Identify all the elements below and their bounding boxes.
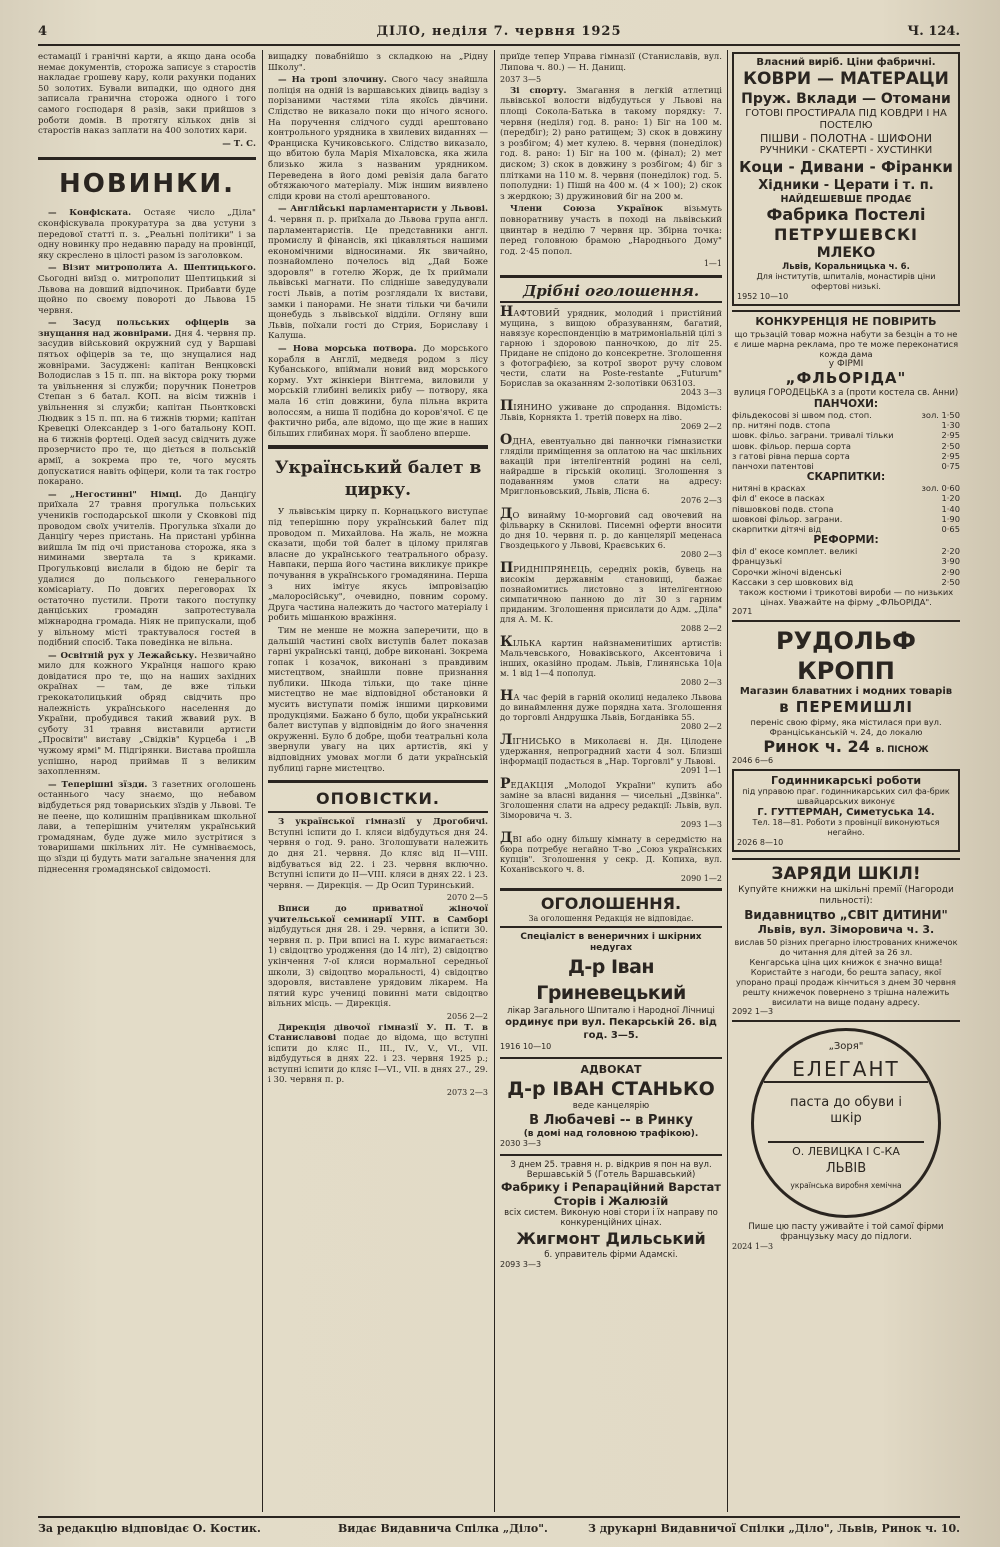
footer-publisher: Видає Видавнича Спілка „Діло". xyxy=(338,1522,548,1535)
classified-initial: Н xyxy=(500,687,514,704)
ads-title: ОГОЛОШЕННЯ. xyxy=(540,893,682,913)
classified-initial: О xyxy=(500,431,513,448)
ballet-paragraph: Тим не менше не можна заперечити, що в дальшій частині своїх виступів балет показав гарні українські танці, добре виконані. Зокрема гопак і козачок, виконані з правдивим мистецтвом, знайшли повне признання публики. Шкода тільки, що таке цінне мистецтво не має відповідної обстановки й мусить виступати поміж іншими цирковими продукціями. Бажано б було, щоби український балет виступав у відповіднім до його значення окруженні. Було б добре, щоби театральні кола звернули увагу на цих артистів, які у відповідних умовах могли б дати українській публиці гарне мистецтво. xyxy=(268,625,488,774)
ad-code: 2090 1—2 xyxy=(680,873,722,883)
column-3 xyxy=(500,52,722,1512)
issue-number: Ч. 124. xyxy=(907,24,960,39)
news-item xyxy=(38,490,256,649)
classified-ad xyxy=(500,775,722,830)
news-item-title: Вписи до приватної жіночої учительської семинарії УПТ. в Самборі xyxy=(268,903,488,925)
watchmaker-line: Тел. 18—81. Роботи з провінції виконуються негайно. xyxy=(752,818,940,838)
factory-line: З днем 25. травня н. р. відкрив я пон на вул. Вершавській 5 (Готель Варшавський) xyxy=(510,1159,712,1180)
doctor-name: Д-р Іван Гриневецький xyxy=(536,956,686,1005)
news-item xyxy=(268,204,488,342)
lawyer-line: веде канцелярію xyxy=(572,1101,650,1112)
news-item-text: Дня 4. червня пр. засудив військовий окружний суд у Варшаві пятьох офіцерів за те, що знущалися над жовнірами. Засуджені: капітан Венцковскі Володислав з 15 п. пп. на віктора року тюрми та увільнення зі служби; поручник Понетров Степан з 6 батал. КОП. на вісім тижнів і увільнення зі служби; капітан Пьонтковскі Людвик з 15 п. пп. на 6 тижнів тюрми; капітан Кревецкі Олександер з 1-ого батальону КОП. на 6 тижнів фортеці. Одей засуд свідчить дуже прозерчисто про те, що діється в польській армії, а зокрема про те, чого мусять допускатися навіть офіцери, коли та так гостро покарано. xyxy=(38,328,256,488)
ad-code: 2070 2—5 xyxy=(446,893,488,903)
price-row xyxy=(732,524,960,534)
price-item: панчохи патентові xyxy=(732,461,814,472)
hosiery-footer: також костюми і трикотові вироби — по низьких цінах. Уважайте на фірму „ФЛЬОРІДА". xyxy=(738,587,954,608)
classified-ad xyxy=(500,731,722,776)
column-1 xyxy=(38,52,256,1512)
price-row xyxy=(732,504,960,514)
news-item xyxy=(38,208,256,261)
lawyer-ad xyxy=(500,1063,722,1156)
news-item-text: Сьогодні виїзд о. митрополит Шептицький зі Львова на довший відпочинок. Прибавти буде щойно по своєму поворотi до Львова 15 червня. xyxy=(38,273,256,316)
classified-ad xyxy=(500,559,722,634)
bedding-line: Фабрика Постелі xyxy=(766,205,926,224)
classified-text: ІГНИСЬКО в Миколаєві н. Дн. Цілодене удержання, непроградний хасти 4 зол. Близші інформації подасться в „Нар. Торговлі" у Львові. xyxy=(500,735,722,766)
price-value: 2·50 xyxy=(941,440,960,451)
price-value: 2·95 xyxy=(941,430,960,441)
news-item-title: — Теперішні зїзди. xyxy=(48,779,148,790)
news-item xyxy=(500,204,722,257)
kropp-address-row xyxy=(732,737,960,756)
footer-rule xyxy=(38,1516,960,1518)
column-divider xyxy=(727,50,728,1512)
classified-text: ЕДАКЦІЯ „Молодої України" купить або заміне за власні видання — чисельні „Дзвінка". Зголошення слати на адресу редакції: Львів, вул. Зіморовича ч. 3. xyxy=(500,779,722,820)
factory-owner: Жигмонт Дильський xyxy=(516,1228,706,1248)
polish-seal-logo xyxy=(751,1028,941,1218)
classified-initial: П xyxy=(500,559,514,576)
news-list xyxy=(500,86,722,270)
hosiery-text: що трьзацій товар можна набути за безцін а то не є лише марна реклама, про те може переконатися кожда дама xyxy=(733,329,959,359)
price-item: філ d' екосе комплет. великі xyxy=(732,546,858,557)
section-rule xyxy=(500,275,722,278)
price-value: 1·90 xyxy=(941,513,960,524)
price-row xyxy=(732,567,960,577)
bedding-line: Хідники - Церати і т. п. xyxy=(758,178,934,193)
classified-initial: Л xyxy=(500,731,513,748)
classified-initial: Д xyxy=(500,829,513,846)
price-item: філ d' екосе в пасках xyxy=(732,493,825,504)
notices-title: ОПОВІСТКИ. xyxy=(268,787,488,813)
ad-code: 2093 3—3 xyxy=(500,1260,542,1270)
ad-code: 2026 8—10 xyxy=(737,838,784,848)
lawyer-title: АДВОКАТ xyxy=(580,1063,642,1077)
hosiery-title: КОНКУРЕНЦІЯ НЕ ПОВІРИТЬ xyxy=(755,315,937,328)
price-item: пр. нитяні подв. стопа xyxy=(732,420,831,431)
ad-code: 2091 1—1 xyxy=(680,765,722,775)
page-marker: 4 xyxy=(38,24,48,39)
doctor-ad xyxy=(500,932,722,1059)
classified-ad xyxy=(500,687,722,732)
hosiery-section: СКАРПИТКИ: xyxy=(806,471,886,484)
price-item: шовк. фільор. перша сорта xyxy=(732,440,851,451)
ads-note: За оголошення Редакція не відповідає. xyxy=(500,914,722,929)
bedding-line: Пруж. Вклади — Отомани xyxy=(741,91,951,107)
price-item: скарпитки дітячі від xyxy=(732,524,822,535)
news-item-text: Вступні іспити до І. кляси відбудуться дня 24. червня о год. 9. рано. Зголошувати належить до дня 21. червня. До кляс від II—VIII. відбуваться від 22. і 23. червня включно. Вступні іспити до II—VIII. кляси в днях 22. і 23. червня. — Дирекція. — Др Осип Туринський. xyxy=(268,827,488,891)
news-item-text: 4. червня п. р. приїхала до Львова група англ. парламентаристів. Це представники англ. промислу й фінансів, які цікавляться нашими економічними відносинами. Як звичайно, познайомлено почелось від „Дай Боже здоровля" в готелю Жорж, де їх приймали львівські магнати. По слідніше заведудували гості Львів, а потім розглядали їх вистави, замки і панорами. Не знати тільки чи бачили щонебудь з львівської відділи. Огляну вши Львів, поїхали гості до Стрия, Бориславу і Калуша. xyxy=(268,214,488,342)
classified-initial: Р xyxy=(500,775,511,792)
bedding-ad xyxy=(732,52,960,306)
col3-top-text: приїде тепер Управа гімназії (Станиславів, вул. Липова ч. 80.) — Н. Данищ. xyxy=(500,52,722,73)
classified-text: ІЛЬКА картин найзнаменитіших артистів: Мальчевського, Новаківського, Аксентовича і інших, оказійно продам. Львів, Глинянська 10|а м. 1 від 1—4 пополуд. xyxy=(500,637,722,678)
price-item: півшовкові подв. стопа xyxy=(732,503,834,514)
polish-city: ЛЬВІВ xyxy=(825,1161,867,1177)
price-row xyxy=(732,493,960,503)
ad-code: 1916 10—10 xyxy=(500,1042,552,1052)
price-value: 1·30 xyxy=(941,420,960,431)
price-item: Сорочки жіночі віденські xyxy=(732,566,842,577)
watchmaker-title: Годинникарські роботи xyxy=(770,774,922,788)
section-rule xyxy=(38,157,256,160)
price-row xyxy=(732,514,960,524)
news-item xyxy=(268,904,488,1010)
classified-ad xyxy=(500,505,722,560)
ad-code: 1—1 xyxy=(703,259,722,269)
price-row xyxy=(732,546,960,556)
news-item-title: З української гімназії у Дрогобичі. xyxy=(278,817,488,828)
column-divider xyxy=(262,50,263,1512)
price-value: 1·20 xyxy=(941,493,960,504)
bedding-top: Власний виріб. Ціни фабричні. xyxy=(756,57,936,68)
column-divider xyxy=(494,50,495,1512)
factory-headline: Фабрику і Репараційний Варстат Сторів і Жалюзій xyxy=(501,1179,721,1208)
news-item-title: — Конфіската. xyxy=(48,208,132,219)
news-item-title: — Візит митрополита А. Шептицького. xyxy=(48,263,256,274)
footer-editor: За редакцію відповідає О. Костик. xyxy=(38,1522,261,1535)
news-item-text: подає до відома, що вступні іспити до кляс II., III., IV., V., VI., VII. відбудуться в днях 22. і 23. червня 1925 р.; вступні іспити до кляс I—VI., VII. в днях 27., 29. і 30. червня п. р. xyxy=(268,1033,488,1086)
kropp-address-note: в. ПІСНОЖ xyxy=(875,745,929,756)
news-list xyxy=(268,75,488,439)
classified-list xyxy=(500,303,722,884)
news-item xyxy=(500,86,722,203)
page-footer xyxy=(38,1522,960,1540)
books-line: Користайте з нагоди, бо решта запасу, якої упорано праці продаж кінчиться з днем 30 червня решту книжечок повернено з трішна належить висилати на вище подану адресу. xyxy=(736,967,956,1008)
news-item-title: Зі спорту. xyxy=(510,85,567,96)
section-rule xyxy=(500,888,722,891)
books-line: Кенгарська ціна цих книжок є значно вища! xyxy=(749,957,943,968)
price-row xyxy=(732,430,960,440)
price-value: зол. 1·50 xyxy=(921,410,960,420)
news-item-title: — На тропі злочину. xyxy=(278,75,387,86)
hosiery-firm-pre: у ФІРМІ xyxy=(828,359,864,369)
lawyer-address: (в домі над головною трафікою). xyxy=(523,1128,699,1139)
news-item xyxy=(38,780,256,875)
news-item-text: візьмуть повноратниву участь в поході на львівський цвинтар в неділю 7 червня цр. Збірна точка: перед головною брамою „Народнього Дому" год. 2·45 попол. xyxy=(500,204,722,257)
ad-code: 2076 2—3 xyxy=(680,495,722,505)
bedding-address: Львів, Коральницька ч. 6. xyxy=(782,262,910,272)
column-4 xyxy=(732,52,960,1512)
ad-code: 2093 1—3 xyxy=(680,819,722,829)
bedding-line: КОВРИ — МАТЕРАЦИ xyxy=(743,69,949,89)
price-row xyxy=(732,410,960,420)
hosiery-firm: „ФЛЬОРІДА" xyxy=(785,369,907,387)
news-item-text: відбудуться дня 28. і 29. червня, а іспити 30. червня п. р. При вписі на І. курс вимагається: 1) свідоцтво уродження (до 14 літ), 2) свідоцтво укінчення 7-ої кляси нормальної середньої школи, 3) свідоцтво моральності, 4) свідоцтво здоровля, виставлене урядовим лікарем. На пятий курс учениці повинні мати свідоцтво вільних місць. — Дирекція. xyxy=(268,925,488,1010)
price-item: шовк. фільо. заграни. тривалі тільки xyxy=(732,430,894,441)
doctor-position: лікар Загального Шпиталю і Народної Лічниці xyxy=(507,1006,715,1017)
price-item: шовкові фільор. заграни. xyxy=(732,513,843,524)
section-rule xyxy=(268,445,488,449)
ad-code: 2043 3—3 xyxy=(680,387,722,397)
ad-code: 2030 3—3 xyxy=(500,1139,542,1149)
factory-line: б. управитель фірми Адамскі. xyxy=(544,1249,678,1260)
news-item-text: До Данціґу приїхала 27 травня прогулька польських учеників господарської школи у Сковкові під проводом своїх учителів. Прогулька зїхали до Данціґу через пристань. На пристані урбінна вийшла їм під очі пристанова сторожа, яка з ниминами звертала та з криками. Прогульковці вислали в бідою не беріг та удалися до польського генерального комісаріату. По довгих переговорах їх остаточно пустили. Проти такого поступку данціських громадян запротестувала міжнародна громада. Ніяк не припускали, щоб у вільному місті трактувалося гостей в подібний спосіб. Така поведінка не вільна. xyxy=(38,489,256,649)
bedding-owner: МЛЕКО xyxy=(816,245,876,261)
lawyer-name: Д-р ІВАН СТАНЬКО xyxy=(507,1078,715,1101)
small-ads-title: Дрібні оголошення. xyxy=(500,281,722,303)
classified-ad xyxy=(500,431,722,506)
books-ad xyxy=(732,858,960,1016)
books-line: Купуйте книжки на шкільні премії (Нагороди пильності): xyxy=(738,885,954,907)
price-value: 0·75 xyxy=(941,461,960,472)
hosiery-section: ПАНЧОХИ: xyxy=(813,398,879,410)
news-item-title: — Англійські парламентаристи у Львові. xyxy=(278,204,488,215)
price-item: нитяні в красках xyxy=(732,483,806,494)
news-item-title: — Нова морська потвора. xyxy=(278,344,417,355)
ad-code: 2080 2—2 xyxy=(680,721,722,731)
kropp-address: Ринок ч. 24 xyxy=(763,737,870,757)
news-item-title: Дирекція дівочої гімназії У. П. Т. в Станиславові xyxy=(268,1022,488,1044)
classified-text: РИДНІПРЯНЕЦЬ, середніх років, бувець на високім державнім становищі, бажає познайомитись листовно з інтелігентною симпатичною панною до літ 30 з гарним приданим. Зголошення присилати до Адм. „Діла" для А. М. К. xyxy=(500,563,722,624)
bedding-line: ГОТОВІ ПРОСТИРАЛА ПІД КОВДРИ І НА ПОСТЕЛЮ xyxy=(745,108,947,131)
ballet-title: Український балет в цирку. xyxy=(274,458,482,501)
notices-list xyxy=(268,817,488,1098)
price-row xyxy=(732,461,960,471)
bedding-line: ПІШВИ - ПОЛОТНА - ШИФОНИ xyxy=(760,132,932,145)
price-item: Кассаки з сер шовкових від xyxy=(732,576,854,587)
news-item xyxy=(268,75,488,202)
bedding-note: Для інститутів, шпиталів, монастирів ціни офертові низькі. xyxy=(756,272,936,291)
polish-note: Пише цю пасту уживайте і той самої фірми французьку масу до підлоги. xyxy=(748,1222,944,1243)
polish-product: паста до обуви і шкір xyxy=(790,1095,902,1127)
books-title: ЗАРЯДИ ШКІЛ! xyxy=(771,864,921,885)
classified-initial: П xyxy=(500,397,514,414)
price-row xyxy=(732,483,960,493)
kropp-name: РУДОЛЬФ КРОПП xyxy=(776,627,916,686)
news-item-text: Свого часу знайшла поліція на одній із варшавських дівиць вадізу з порізаними частями тіла якоїсь дівчини. Слідство не виказало поки що нічого ясного. На поручення слідчого судді арештовано контрольного урядника в хвилевих виданнях — Франциска Кучиковського. Слідство виказало, що вбитою була Марія Міхаловска, яка жила близько жила з названим урядником. Переведена в його домі ревізія дала багато обтяжаючого матеріалу. Між іншим виявлено сліди крови на столі арештованого. xyxy=(268,75,488,202)
section-rule xyxy=(268,780,488,783)
kropp-ad xyxy=(732,620,960,765)
books-line: вислав 50 різних прегарно ілюстрованих книжечок до читання для дітей за 26 зл. xyxy=(734,937,958,958)
news-item-title: — Освітній рух у Лежайську. xyxy=(48,650,198,661)
polish-bottom: українська виробня хемічна xyxy=(790,1181,902,1191)
ad-code: 2037 3—5 xyxy=(500,75,542,85)
ad-code: 1952 10—10 xyxy=(737,292,789,301)
classified-text: ІЯНИНО уживане до спродання. Відомість: Львів, Корнякта 1. третій поверх на ліво. xyxy=(500,401,722,422)
doctor-hours: ординує при вул. Пекарській 26. від год. 3—5. xyxy=(505,1017,717,1042)
news-item-title: Члени Союза Українок xyxy=(510,204,663,215)
footer-printer: З друкарні Видавничої Спілки „Діло", Львів, Ринок ч. 10. xyxy=(587,1522,960,1535)
ballet-paragraph: У львівськім цирку п. Корнацького виступає під теперішню пору український балет під проводом п. Михайлова. На жаль, не можна сказати, щоби той балет в цілому прилягав власне до українського театрального образу. Навпаки, перша його частина викликує прикре почування в українського громадянина. Перша з них імітує якусь імпровізацію „малоросійську", очевидно, повним сорому. Друга частина належить до частого матеріалу і робить мішанкою вражіння. xyxy=(268,507,488,624)
kropp-line: переніс свою фірму, яка містилася при вул. Франціськанській ч. 24, до локалю xyxy=(750,717,942,738)
bedding-line: НАЙДЕШЕВШЕ ПРОДАЄ xyxy=(780,194,912,205)
column-2 xyxy=(268,52,488,1512)
news-item-text: Незвичайно мило для кожного Українця нашого краю довідатися про те, що на наших західних окраїнах — там, де вже тільки грекокатолицький обряд свідчить про належність українського населення до України, пробудився такий жвавий рух. В суботу 31 травня виставили артисти „Просвіти" виставу „Свідків" Курцеба і „В чужому ярмі" М. Підгірянки. Вистава пройшла успішно, народ приймав її з великим захопленням. xyxy=(38,650,256,778)
classified-initial: Д xyxy=(500,505,513,522)
price-list xyxy=(732,546,960,587)
header-rule xyxy=(38,44,960,46)
kropp-line: Магазин блаватних і модних товарів xyxy=(739,686,953,698)
price-value: зол. 0·60 xyxy=(921,483,960,494)
ad-code: 2073 2—3 xyxy=(446,1088,488,1098)
classified-text: А час ферій в гарній околиці недалеко Львова до винаймлення дуже порядна хата. Зголошення до торговлі Андрушка Львів, Богданівка 55. xyxy=(500,691,722,722)
news-item xyxy=(268,344,488,439)
watchmaker-line: під управою праг. годинникарських сил фа-брик швайцарських виконує xyxy=(742,787,950,807)
ad-code: 2069 2—2 xyxy=(680,421,722,431)
classified-ad xyxy=(500,829,722,884)
intro-text: естамації і гранічні карти, а якщо дана особа немає документів, сторожа записує з старостів накладає грошеву кару, коли рахунки поданих 50 золотих. Бували випадки, що одного дня записала гранична сторожа одного і того самого господаря 8 разів, заки прийшов з роботи домів. В протягу кількох днів зі старостів наказ заплати на 400 золотих кари. xyxy=(38,52,256,137)
ad-code: 2056 2—2 xyxy=(446,1011,488,1021)
ad-code: 2046 6—6 xyxy=(732,756,774,766)
news-item-text: З газетних оголошень останнього часу знаємо, що небавом відбудеться ряд товариських зїздів у Львові. Те не пеене, що колишнім працівникам школьної лави, а теперішнім учителям український громадянам, буде дуже мило зустрітися з товаришами шкільних літ. Не сумніваємось, що зїзди ці будуть мати загальне значення для піднесення громадянської свідомості. xyxy=(38,779,256,875)
price-row xyxy=(732,441,960,451)
price-item: з гатові рівна перша сорта xyxy=(732,450,850,461)
classified-initial: К xyxy=(500,633,513,650)
hosiery-ad xyxy=(732,310,960,616)
price-item: фільдекосові зі швом под. стоп. xyxy=(732,410,872,420)
shoe-polish-ad xyxy=(732,1020,960,1251)
news-item-title: — Засуд польських офіцерів за знущання над жовнірами. xyxy=(38,318,256,339)
section-title-novynky: НОВИНКИ. xyxy=(58,169,236,200)
ad-code: 2024 1—3 xyxy=(732,1242,774,1252)
bedding-line: Коци - Дивани - Фіранки xyxy=(739,158,953,176)
price-item: французькі xyxy=(732,556,783,567)
price-list xyxy=(732,410,960,471)
price-value: 2·20 xyxy=(941,546,960,557)
news-item-text: Змагання в легкій атлетиці львівської волости відбудуться у Львові на площі Сокола-Батька в такому порядку: 7. червня (неділя) год. 8. рано: 1) Біг на 100 м. (передбіг); 2) рано ратищем; 3) скок в довжину з розбігом; 4) мет кулею. 8. червня (понеділок) год. 8. рано: 1) Біг на 100 м. (фінал); 2) мет диском; 3) скок в довжину з розбігом; 4) біг з плітками на 110 м. 8. червня (понеділок) год. 5. пополудни: 1) Пішй на 400 м. (4 × 100); 2) скок з жердкою; 3) дружиновий біг на 200 м. xyxy=(500,85,722,202)
books-publisher: Видавництво „СВІТ ДИТИНИ" xyxy=(744,908,948,923)
news-list xyxy=(38,208,256,875)
price-row xyxy=(732,420,960,430)
masthead: ДІЛО, неділя 7. червня 1925 xyxy=(376,24,622,39)
ad-code: 2088 2—2 xyxy=(680,623,722,633)
classified-text: ВІ або одну більшу кімнату в середмістю на бюра потребує негайно Т-во „Союз українських купців". Зголошення у секр. Д. Копиха, вул. Коханівського ч. 8. xyxy=(500,833,722,874)
news-item-title: — „Негостинні" Німці. xyxy=(48,489,182,500)
news-item xyxy=(268,1023,488,1087)
price-value: 2·50 xyxy=(941,576,960,587)
classified-text: ДНА, евентуально дві панночки гімназистки гляділи приміщення за оплатою на час шкільних вакацій при інтелігентній родині на селі, найрадше в гірській околиці. Зголошення з подаванням умов слати на адресу: Мриглоньовський, Львів, Лісна 6. xyxy=(500,435,722,496)
bedding-owner: ПЕТРУШЕВСКІ xyxy=(774,225,918,244)
polish-brand: ЕЛЕГАНТ xyxy=(764,1057,928,1083)
price-row xyxy=(732,577,960,587)
intro-signature: — Т. С. xyxy=(222,138,256,149)
classified-ad xyxy=(500,397,722,432)
price-value: 2·90 xyxy=(941,566,960,577)
price-value: 1·40 xyxy=(941,503,960,514)
classified-text: О винайму 10-морговий сад овочевий на фільварку в Скнилові. Писемні оферти вносити до дня 10. червня п. р. до канцелярії меценаса Гвоздецького у Львові, Краєвських 6. xyxy=(500,509,722,550)
price-value: 0·65 xyxy=(941,524,960,535)
polish-maker: О. ЛЕВИЦКА І С-КА xyxy=(768,1141,924,1158)
price-row xyxy=(732,556,960,566)
lawyer-location: В Любачеві -- в Ринку xyxy=(529,1112,693,1128)
books-address: Львів, вул. Зіморовича ч. 3. xyxy=(757,923,935,937)
hosiery-section: РЕФОРМИ: xyxy=(813,534,879,547)
ad-code: 2092 1—3 xyxy=(732,1007,774,1017)
news-item xyxy=(268,817,488,891)
classified-initial: Н xyxy=(500,303,514,320)
bedding-line: РУЧНИКИ - СКАТЕРТІ - ХУСТИНКИ xyxy=(759,145,933,156)
price-row xyxy=(732,451,960,461)
watchmaker-name: Г. ГУТТЕРМАН, Симетуська 14. xyxy=(757,807,935,819)
factory-ad xyxy=(500,1160,722,1271)
price-value: 2·95 xyxy=(941,450,960,461)
classified-ad xyxy=(500,633,722,688)
classified-ad xyxy=(500,303,722,398)
watchmaker-ad xyxy=(732,769,960,852)
news-item-text: Остаяє число „Діла" сконфіскувала прокуратура за два устуни з передової статті п. з. „Реальні політики" і за одну новинку про недавню параду на провінції, яку скреслено в цілості разом із заголовком. xyxy=(38,208,256,261)
ad-code: 2071 xyxy=(732,607,753,617)
doctor-specialty: Спеціаліст в венеричних і шкірних недугах xyxy=(520,932,702,954)
price-value: 3·90 xyxy=(941,556,960,567)
ad-code: 2080 2—3 xyxy=(680,549,722,559)
kropp-city: в ПЕРЕМИШЛІ xyxy=(779,698,913,717)
news-item xyxy=(38,651,256,778)
col2-top-text: вищадку повабнійшо з складкою на „Рідну Школу". xyxy=(268,52,488,73)
news-item xyxy=(38,263,256,316)
polish-top: „Зоря" xyxy=(828,1041,864,1053)
page-header xyxy=(38,20,960,46)
news-item xyxy=(38,318,256,488)
classified-text: АФТОВИЙ урядник, молодий і пристійний мущина, з вищою образуванням, багатий, навязує кореспонденцію в матримоніальній цілі з гарною і здоровою панночкою, до літ 25. Придане не спідоно до консекретне. Зголошення з фотографією, за котрої зворот ручу словом чести, слати на Poste-restante „Futurum" Борислав за оказанням 2-золотівки 063103. xyxy=(500,307,722,388)
price-list xyxy=(732,483,960,534)
factory-line: всіх систем. Виконую нові стори і їх направу по конкуренційних цінах. xyxy=(504,1207,718,1228)
news-item-text: До морського корабля в Англії, медведя родом з лісу Кубанського, впіймали новий вид морського корму. Ухт жінкіери Вінтгема, виловили у морській глибині великіх рибу — потвору, яка мала 16 стіп довжини, була пільна вкрита волоссям, а ниша її подібна до коров'ячої. Є це фактично риба, але відомо, що ще жиє в наших більших глибинах моря. Її заоблено вперше. xyxy=(268,344,488,439)
ad-code: 2080 2—3 xyxy=(680,677,722,687)
hosiery-address: вулиця ГОРОДЕЦЬКА з а (проти костела св. Анни) xyxy=(733,388,959,398)
